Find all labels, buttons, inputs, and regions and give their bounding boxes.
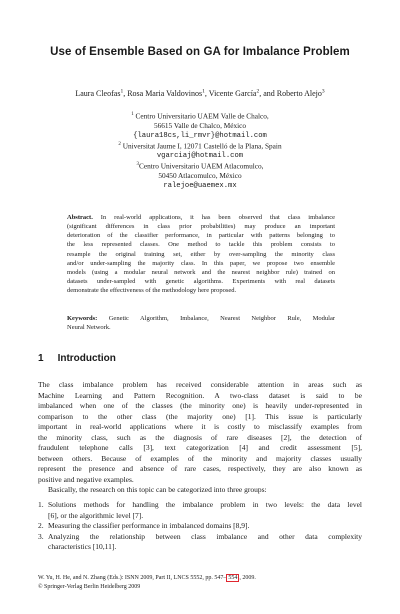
paper-title: Use of Ensemble Based on GA for Imbalance Problem	[50, 46, 350, 58]
keywords-label: Keywords:	[67, 315, 98, 322]
numbered-list	[38, 500, 362, 553]
author: Rosa Maria Valdovinos$^1$,	[127, 88, 209, 98]
author: Vicente García$^2$, and	[208, 88, 277, 98]
affiliation-email: ralejoe@uaemex.mx	[163, 182, 237, 191]
section-heading: 1 Introduction	[38, 353, 116, 364]
author: Roberto Alejo$^3$	[276, 88, 325, 98]
keywords: Keywords: Genetic Algorithm, Imbalance, Nearest Neighbor Rule, Modular Neural Network.	[67, 315, 335, 332]
copyright: © Springer-Verlag Berlin Heidelberg 2009	[38, 584, 141, 590]
list-item: 2. Measuring the classifier performance in imbalanced domains [8,9].	[38, 521, 250, 530]
abstract: Abstract. In real-world applications, it has been observed that class imbalance (significant differences in class prior probabilities) may produce an important deterioration of the classifier performance, in particular with patterns belonging to the less represented classes. One method to tackle this problem consists to resample the original training set, either by over-sampling the minority class and/or under-sampling the majority class. In this paper, we propose two ensemble models (using a modular neural network and the nearest neighbor rule) trained on datasets under-sampled with genetic algorithms. Experiments with real datasets demonstrate the effectiveness of the methodology here proposed.	[67, 214, 335, 295]
citation-line: W. Yu, H. He, and N. Zhang (Eds.): ISNN 2009, Part II, LNCS 5552, pp. 547– 554 , 2009.	[38, 575, 256, 581]
paragraph: The class imbalance problem has received considerable attention in areas such as Machine Learning and Pattern Recognition. A two-class dataset is said to be imbalanced when one of the classes (the minority one) is heavily under-represented in comparison to the other class (the majority one) [1]. This issue is particularly important in real-world applications where it is costly to misclassify examples from the minority class, such as the diagnosis of rare diseases [2], the detection of fraudulent telephone calls [3], text categorization [4] and credit assessment [5], between others. Because of examples of the minority and majority classes usually represent the presence and absence of rare cases, respectively, they are also known as positive and negative examples. Basically, the research on this topic can be categorized into three groups:	[38, 380, 362, 494]
author: Laura Cleofas$^1$,	[75, 88, 128, 98]
author-list	[0, 88, 400, 98]
affiliation-email: {laura18cs,li_rmvr}@hotmail.com	[133, 132, 267, 141]
highlighted-page-number: 554	[228, 575, 238, 581]
affiliation-1: $^1$ Centro Universitario UAEM Valle de Chalco, 56615 Valle de Chalco, México {laura18cs,li_rmvr}@hotmail.com	[0, 110, 400, 141]
affiliation-3: $^3$Centro Universitario UAEM Atlacomulco, 50450 Atlacomulco, México ralejoe@uaemex.mx	[0, 160, 400, 191]
list-item: 3. Analyzing the relationship between class imbalance and other data complexity characteristics [10,11].	[38, 531, 362, 551]
abstract-label: Abstract.	[67, 214, 93, 221]
affiliation-email: vgarciaj@hotmail.com	[156, 152, 244, 161]
page-footer	[38, 574, 256, 592]
list-item: 1. Solutions methods for handling the imbalance problem in two levels: the data level [6], or the algorithmic level [7].	[38, 500, 362, 520]
affiliation-2: $^2$ Universitat Jaume I, 12071 Castelló de la Plana, Spain vgarciaj@hotmail.com	[0, 140, 400, 161]
